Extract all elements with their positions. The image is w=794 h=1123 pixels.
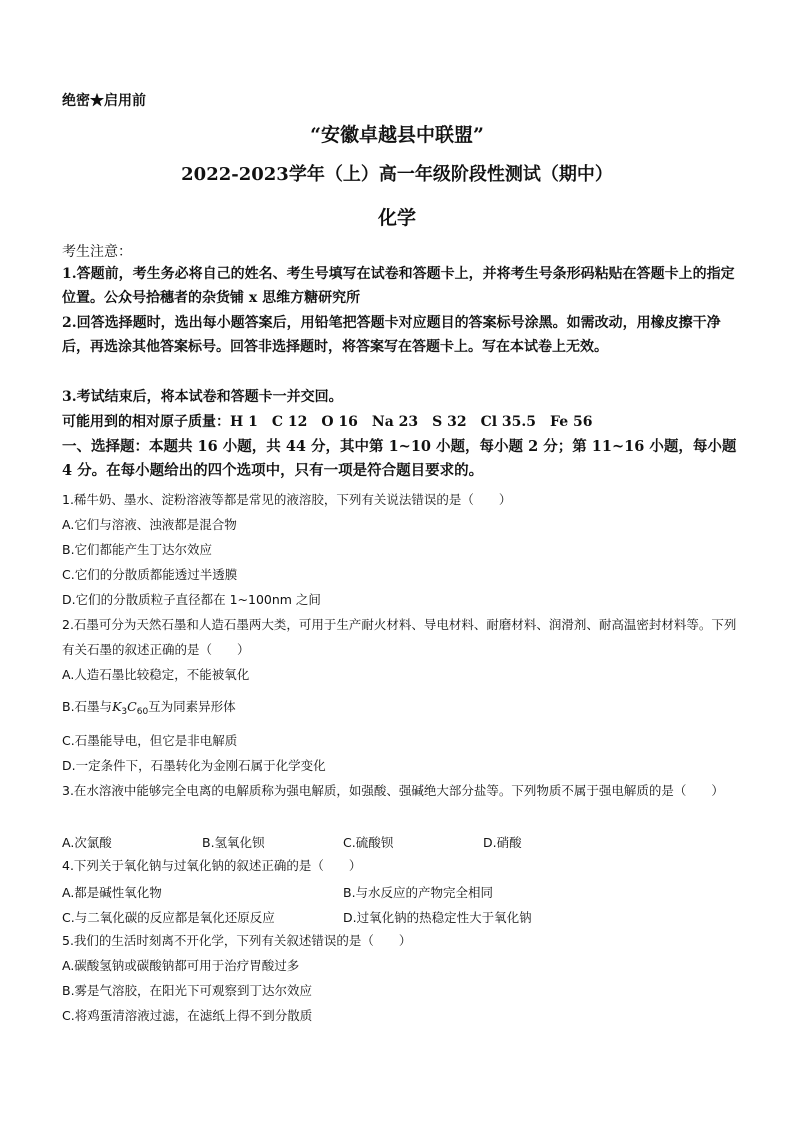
formula-sub-60: 60: [136, 707, 149, 717]
q5-option-c: C.将鸡蛋清溶液过滤，在滤纸上得不到分散质: [62, 1008, 313, 1023]
q1-option-d: D.它们的分散质粒子直径都在 1~100nm 之间: [62, 592, 321, 607]
q2-option-b-prefix: B.石墨与: [62, 699, 113, 714]
q3-option-b: B.氢氧化钡: [202, 835, 265, 850]
formula-k: K: [112, 699, 122, 714]
q2-option-b: [62, 694, 738, 725]
q3-option-d: D.硝酸: [483, 835, 522, 850]
q5-stem: 5.我们的生活时刻离不开化学，下列有关叙述错误的是（ ）: [62, 933, 412, 948]
section-1-heading: 一、选择题：本题共 16 小题，共 44 分，其中第 1~10 小题，每小题 2 分；第 11~16 小题，每小题 4 分。在每小题给出的四个选项中，只有一项是符合题目要求的。: [62, 438, 737, 479]
q1-option-b: B.它们都能产生丁达尔效应: [62, 542, 213, 557]
alliance-title: “安徽卓越县中联盟”: [310, 124, 484, 146]
q3-stem: 3.在水溶液中能够完全电离的电解质称为强电解质，如强酸、强碱绝大部分盐等。下列物质不属于强电解质的是（ ）: [62, 783, 724, 798]
confidential-label: 绝密★启用前: [62, 93, 146, 109]
formula-sub-3: 3: [121, 707, 128, 717]
exam-title: 2022-2023学年（上）高一年级阶段性测试（期中）: [181, 164, 613, 185]
q1-option-c: C.它们的分散质都能透过半透膜: [62, 567, 238, 582]
notice-item-1: 1.答题前，考生务必将自己的姓名、考生号填写在试卷和答题卡上，并将考生号条形码粘贴在答题卡上的指定位置。公众号拾穗者的杂货铺 x 思维方糖研究所: [62, 266, 735, 306]
q3-option-a: A.次氯酸: [62, 835, 112, 850]
formula-c: C: [127, 699, 137, 714]
q4-option-c: C.与二氧化碳的反应都是氧化还原反应: [62, 910, 275, 925]
q4-option-d: D.过氧化钠的热稳定性大于氧化钠: [343, 910, 532, 925]
q2-stem: 2.石墨可分为天然石墨和人造石墨两大类，可用于生产耐火材料、导电材料、耐磨材料、润滑剂、耐高温密封材料等。下列有关石墨的叙述正确的是（ ）: [62, 617, 737, 657]
subject-title: 化学: [377, 207, 416, 229]
notice-item-3: 3.考试结束后，将本试卷和答题卡一并交回。: [62, 389, 343, 405]
q1-stem: 1.稀牛奶、墨水、淀粉溶液等都是常见的液溶胶，下列有关说法错误的是（ ）: [62, 492, 512, 507]
q2-option-c: C.石墨能导电，但它是非电解质: [62, 733, 238, 748]
q2-option-a: A.人造石墨比较稳定，不能被氧化: [62, 667, 250, 682]
q1-option-a: A.它们与溶液、浊液都是混合物: [62, 517, 237, 532]
notice-heading: 考生注意：: [62, 244, 132, 260]
q5-option-a: A.碳酸氢钠或碳酸钠都可用于治疗胃酸过多: [62, 958, 300, 973]
q2-option-b-suffix: 互为同素异形体: [148, 699, 236, 714]
q4-option-b: B.与水反应的产物完全相同: [343, 885, 494, 900]
notice-item-2: 2.回答选择题时，选出每小题答案后，用铅笔把答题卡对应题目的答案标号涂黑。如需改动，用橡皮擦干净后，再选涂其他答案标号。回答非选择题时，将答案写在答题卡上。写在本试卷上无效。: [62, 315, 721, 355]
q2-option-d: D.一定条件下，石墨转化为金刚石属于化学变化: [62, 758, 326, 773]
atomic-masses: 可能用到的相对原子质量：H 1 C 12 O 16 Na 23 S 32 Cl 35.5 Fe 56: [62, 414, 593, 430]
q3-option-c: C.硫酸钡: [343, 835, 394, 850]
q5-option-b: B.雾是气溶胶，在阳光下可观察到丁达尔效应: [62, 983, 313, 998]
q4-stem: 4.下列关于氧化钠与过氧化钠的叙述正确的是（ ）: [62, 858, 362, 873]
q4-option-a: A.都是碱性氧化物: [62, 885, 162, 900]
